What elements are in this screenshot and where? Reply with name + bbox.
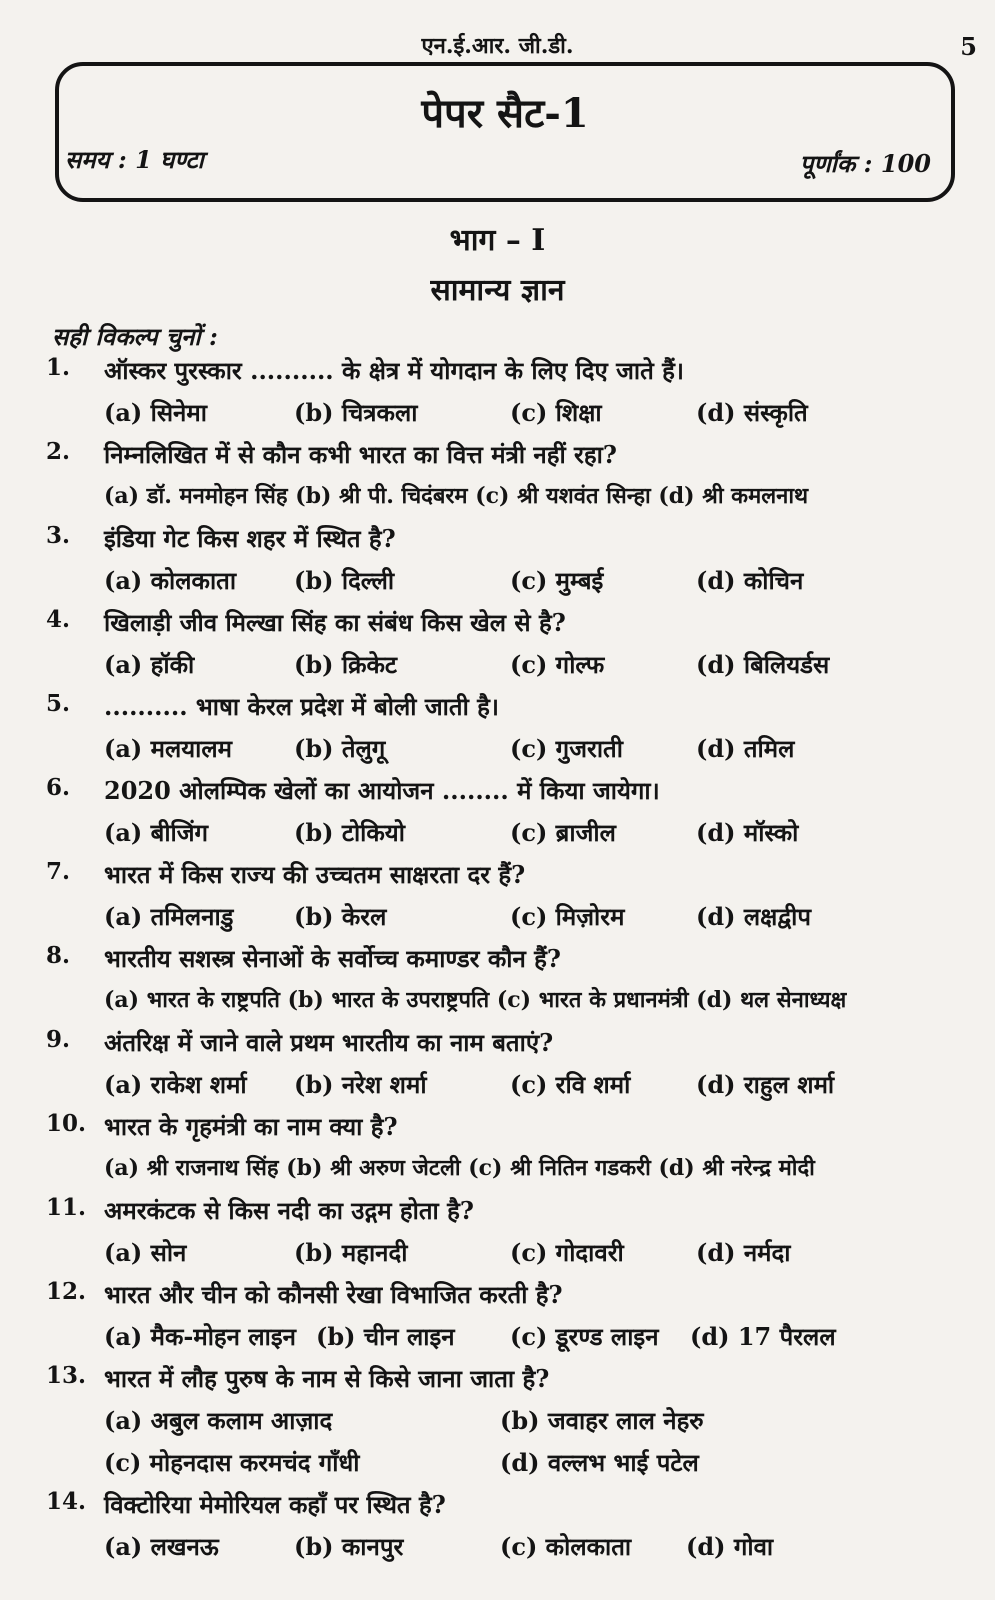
option-a: (a) सोन [104,1238,187,1267]
option-b: (b) महानदी [294,1238,408,1267]
paper-title: पेपर सैट-1 [421,90,589,137]
title-box [55,62,955,202]
option-a: (a) मलयालम [104,734,233,763]
question-number: 7. [46,858,71,885]
option-d: (d) गोवा [686,1532,774,1561]
question-text: अमरकंटक से किस नदी का उद्गम होता है? [104,1196,474,1225]
question-text: खिलाड़ी जीव मिल्खा सिंह का संबंध किस खेल से है? [104,608,566,637]
option-a: (a) राकेश शर्मा [104,1070,247,1099]
time-limit: समय : 1 घण्टा [65,145,204,174]
question-text: अंतरिक्ष में जाने वाले प्रथम भारतीय का नाम बताएं? [104,1028,554,1057]
option-a: (a) हॉकी [104,650,195,679]
question-text: भारत में लौह पुरुष के नाम से किसे जाना जाता है? [104,1364,550,1393]
options-line: (a) श्री राजनाथ सिंह (b) श्री अरुण जेटली (c) श्री नितिन गडकरी (d) श्री नरेन्द्र मोदी [104,1155,815,1181]
options-line: (a) भारत के राष्ट्रपति (b) भारत के उपराष्ट्रपति (c) भारत के प्रधानमंत्री (d) थल सेनाध्यक्ष [104,987,847,1013]
part-heading: भाग – I [449,223,546,258]
option-d: (d) तमिल [696,734,795,763]
question-item [0,1110,995,1194]
question-item [0,690,995,774]
question-text: 2020 ओलम्पिक खेलों का आयोजन ........ में किया जायेगा। [104,776,660,805]
question-item [0,606,995,690]
option-d: (d) 17 पैरलल [690,1322,836,1351]
option-c: (c) ब्राजील [510,818,616,847]
question-list [0,354,995,1572]
option-c: (c) गोदावरी [510,1238,624,1267]
option-b: (b) कानपुर [294,1532,404,1561]
option-d: (d) बिलियर्डस [696,650,830,679]
option-c: (c) मिज़ोरम [510,902,625,931]
option-c: (c) शिक्षा [510,398,602,427]
total-marks: पूर्णांक : 100 [799,149,931,178]
question-text: भारत के गृहमंत्री का नाम क्या है? [104,1112,398,1141]
option-b: (b) तेलुगू [294,734,386,763]
option-c: (c) गोल्फ [510,650,605,679]
option-a: (a) बीजिंग [104,818,209,847]
running-header: एन.ई.आर. जी.डी. [421,33,574,59]
question-number: 3. [46,522,71,549]
question-item [0,942,995,1026]
question-item [0,438,995,522]
option-a: (a) कोलकाता [104,566,237,595]
question-item [0,522,995,606]
question-item [0,1278,995,1362]
option-a: (a) लखनऊ [104,1532,219,1561]
options-line: (a) डॉ. मनमोहन सिंह (b) श्री पी. चिदंबरम (c) श्री यशवंत सिन्हा (d) श्री कमलनाथ [104,483,809,509]
question-text: निम्नलिखित में से कौन कभी भारत का वित्त मंत्री नहीं रहा? [104,440,617,469]
question-number: 11. [46,1194,87,1221]
question-number: 10. [46,1110,87,1137]
option-b: (b) नरेश शर्मा [294,1070,427,1099]
option-c: (c) डूरण्ड लाइन [510,1322,659,1351]
option-b: (b) जवाहर लाल नेहरु [500,1406,704,1435]
question-number: 1. [46,354,71,381]
question-number: 2. [46,438,71,465]
page-number: 5 [960,32,977,61]
option-a: (a) अबुल कलाम आज़ाद [104,1406,333,1435]
question-text: इंडिया गेट किस शहर में स्थित है? [104,524,396,553]
option-a: (a) सिनेमा [104,398,207,427]
option-d: (d) वल्लभ भाई पटेल [500,1448,699,1477]
instruction: सही विकल्प चुनों : [52,322,218,351]
question-text: भारत में किस राज्य की उच्चतम साक्षरता दर हैं? [104,860,526,889]
option-d: (d) राहुल शर्मा [696,1070,835,1099]
question-item [0,1026,995,1110]
option-b: (b) दिल्ली [294,566,395,595]
option-c: (c) मोहनदास करमचंद गाँधी [104,1448,360,1477]
question-text: भारत और चीन को कौनसी रेखा विभाजित करती है? [104,1280,563,1309]
question-text: .......... भाषा केरल प्रदेश में बोली जाती है। [104,692,499,721]
question-item [0,858,995,942]
question-number: 6. [46,774,71,801]
option-a: (a) तमिलनाडु [104,902,234,931]
question-text: विक्टोरिया मेमोरियल कहाँ पर स्थित है? [104,1490,446,1519]
option-d: (d) कोचिन [696,566,804,595]
option-d: (d) संस्कृति [696,398,808,427]
option-d: (d) लक्षद्वीप [696,902,811,931]
question-item [0,1194,995,1278]
section-heading: सामान्य ज्ञान [430,273,565,308]
question-number: 4. [46,606,71,633]
option-c: (c) मुम्बई [510,566,604,595]
option-d: (d) मॉस्को [696,818,799,847]
option-c: (c) कोलकाता [500,1532,632,1561]
question-item [0,1488,995,1572]
question-item [0,774,995,858]
question-number: 12. [46,1278,87,1305]
option-b: (b) केरल [294,902,387,931]
question-number: 9. [46,1026,71,1053]
question-text: भारतीय सशस्त्र सेनाओं के सर्वोच्च कमाण्डर कौन हैं? [104,944,561,973]
option-c: (c) गुजराती [510,734,623,763]
question-text: ऑस्कर पुरस्कार .......... के क्षेत्र में योगदान के लिए दिए जाते हैं। [104,356,684,385]
option-c: (c) रवि शर्मा [510,1070,631,1099]
question-item [0,354,995,438]
option-d: (d) नर्मदा [696,1238,791,1267]
option-a: (a) मैक-मोहन लाइन [104,1322,296,1351]
question-item [0,1362,995,1488]
question-number: 13. [46,1362,87,1389]
option-b: (b) चीन लाइन [316,1322,455,1351]
option-b: (b) टोकियो [294,818,405,847]
question-number: 14. [46,1488,87,1515]
option-b: (b) क्रिकेट [294,650,398,679]
question-number: 5. [46,690,71,717]
option-b: (b) चित्रकला [294,398,418,427]
question-number: 8. [46,942,71,969]
